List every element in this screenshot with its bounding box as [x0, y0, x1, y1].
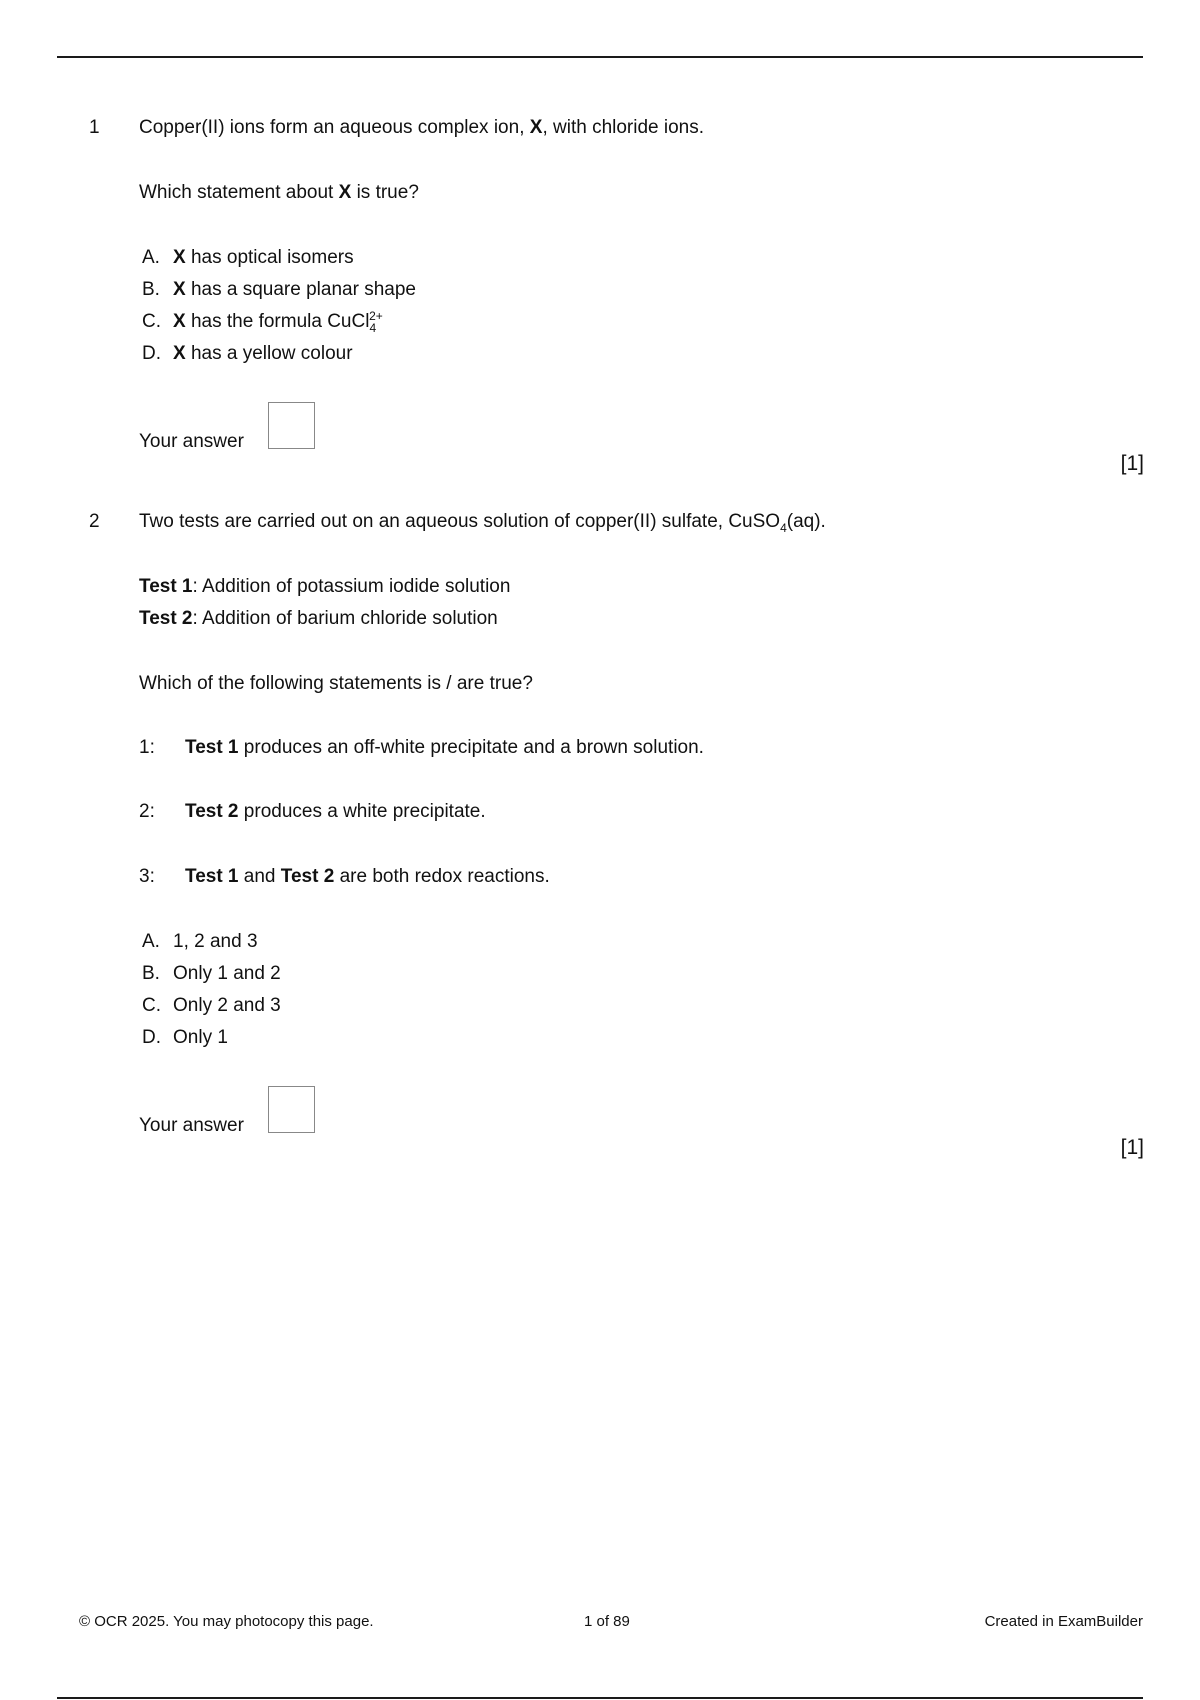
question-2-option-a: A. 1, 2 and 3	[142, 931, 258, 952]
question-2-marks: [1]	[1120, 1136, 1144, 1159]
question-2-option-c: C. Only 2 and 3	[142, 995, 281, 1016]
question-2-statement-2: 2: Test 2 produces a white precipitate.	[139, 801, 486, 822]
question-1-prompt: Which statement about X is true?	[139, 182, 419, 203]
question-2-stem: Two tests are carried out on an aqueous solution of copper(II) sulfate, CuSO$_4$(aq).	[139, 511, 826, 535]
question-2-option-b: B. Only 1 and 2	[142, 963, 281, 984]
question-1-option-d: D. X has a yellow colour	[142, 343, 353, 364]
question-2-answer-label: Your answer	[139, 1115, 244, 1136]
footer-rule	[57, 1697, 1143, 1699]
question-2-answer-box[interactable]	[268, 1086, 315, 1133]
question-1-stem: Copper(II) ions form an aqueous complex ion, X, with chloride ions.	[139, 117, 705, 138]
question-1-option-b: B. X has a square planar shape	[142, 279, 416, 300]
question-1-marks: [1]	[1120, 452, 1144, 475]
question-2-test-2: Test 2: Addition of barium chloride solution	[139, 608, 498, 629]
question-2-statement-1: 1: Test 1 produces an off-white precipitate and a brown solution.	[139, 737, 704, 758]
question-2-statement-3: 3: Test 1 and Test 2 are both redox reactions.	[139, 866, 550, 887]
question-2-prompt: Which of the following statements is / are true?	[139, 673, 533, 694]
question-2-test-1: Test 1: Addition of potassium iodide solution	[139, 576, 511, 597]
header-rule	[57, 56, 1143, 58]
question-1-answer-box[interactable]	[268, 402, 315, 449]
question-2-option-d: D. Only 1	[142, 1027, 228, 1048]
question-1-option-c: C. X has the formula CuCl$_4^{2+}$	[142, 308, 383, 335]
footer-copyright: © OCR 2025. You may photocopy this page.	[79, 1613, 374, 1630]
footer-created-in: Created in ExamBuilder	[984, 1613, 1143, 1630]
footer-page-number: 1 of 89	[584, 1613, 630, 1630]
question-2-number: 2	[89, 511, 100, 532]
question-1-number: 1	[89, 117, 100, 138]
question-1-answer-label: Your answer	[139, 431, 244, 452]
question-1-option-a: A. X has optical isomers	[142, 247, 354, 268]
